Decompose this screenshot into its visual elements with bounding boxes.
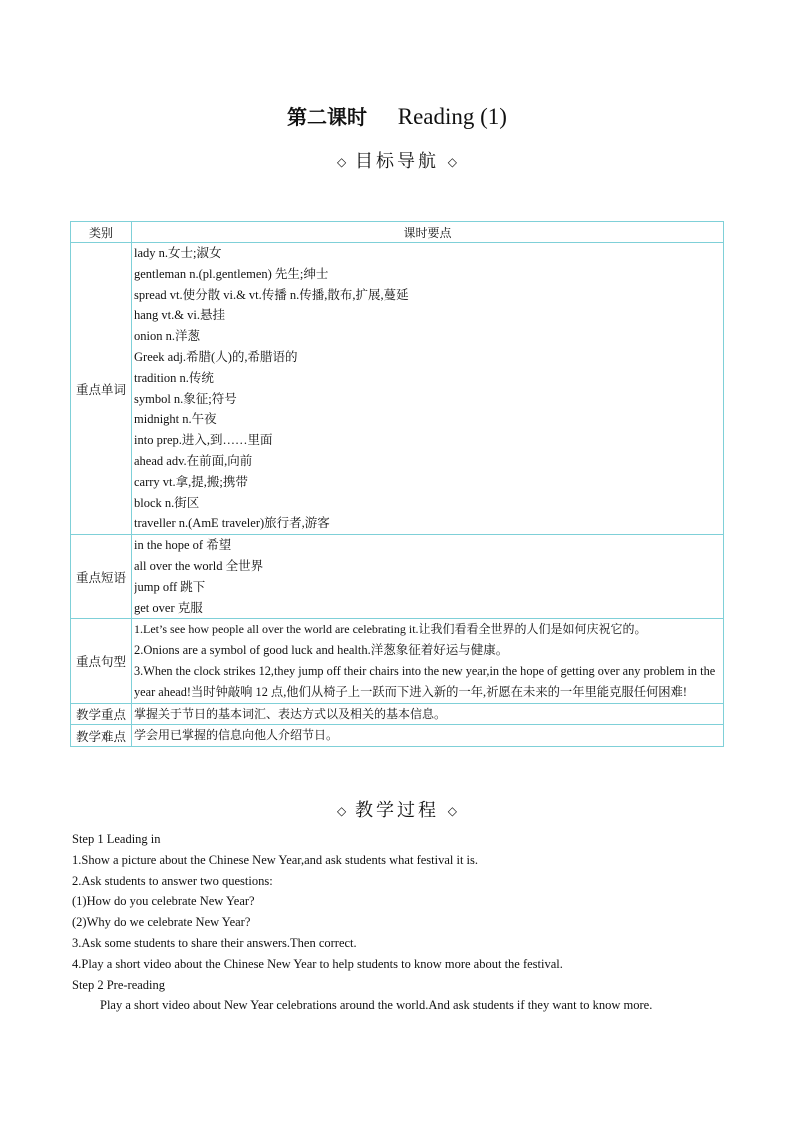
phrases-cell (132, 535, 724, 619)
sentence-line: 1.Let’s see how people all over the world are celebrating it.让我们看看全世界的人们是如何庆祝它的。 (134, 622, 647, 637)
process-heading (0, 796, 794, 822)
word-line: tradition n.传统 (134, 370, 214, 385)
step-heading: Step 1 Leading in (72, 832, 161, 846)
diamond-right-icon: ◇ (447, 804, 457, 818)
sentence-line: 2.Onions are a symbol of good luck and health.洋葱象征着好运与健康。 (134, 643, 509, 658)
word-line: lady n.女士;淑女 (134, 246, 222, 260)
word-line: block n.街区 (134, 495, 200, 510)
header-category: 类别 (71, 222, 132, 243)
category-sentences: 重点句型 (71, 619, 132, 703)
diamond-left-icon: ◇ (337, 155, 347, 169)
word-line: midnight n.午夜 (134, 412, 217, 427)
phrase-line: jump off 跳下 (134, 579, 206, 594)
category-phrases: 重点短语 (71, 535, 132, 619)
process-line: 2.Ask students to answer two questions: (72, 873, 273, 888)
word-line: gentleman n.(pl.gentlemen) 先生;绅士 (134, 266, 329, 281)
table-row-sentences (71, 619, 724, 703)
phrase-line: get over 克服 (134, 600, 203, 615)
phrase-line: all over the world 全世界 (134, 558, 264, 573)
word-line: into prep.进入,到……里面 (134, 433, 273, 448)
process-line: (2)Why do we celebrate New Year? (72, 915, 251, 930)
goals-heading (0, 147, 794, 173)
word-line: hang vt.& vi.悬挂 (134, 308, 225, 323)
process-line: 4.Play a short video about the Chinese New Year to help students to know more about the festival. (72, 956, 563, 971)
table-row-phrases (71, 535, 724, 619)
focus-cell (132, 703, 724, 725)
lesson-points-table (70, 221, 724, 747)
word-line: ahead adv.在前面,向前 (134, 453, 253, 468)
lesson-number: 第二课时 (287, 105, 368, 129)
sentences-cell (132, 619, 724, 703)
table-row-difficulty (71, 725, 724, 747)
word-line: carry vt.拿,提,搬;携带 (134, 474, 248, 489)
goals-heading-text: 目标导航 (355, 151, 439, 172)
word-line: onion n.洋葱 (134, 329, 200, 344)
phrase-line: in the hope of 希望 (134, 538, 232, 553)
page-title (0, 102, 794, 132)
teaching-process (72, 829, 732, 1016)
process-paragraph: Play a short video about New Year celebrations around the world.And ask students if they want to know more. (100, 998, 653, 1013)
process-heading-text: 教学过程 (355, 800, 439, 821)
table-row-focus (71, 703, 724, 725)
process-line: (1)How do you celebrate New Year? (72, 894, 255, 909)
category-words: 重点单词 (71, 243, 132, 535)
category-focus: 教学重点 (71, 703, 132, 725)
diamond-left-icon: ◇ (337, 804, 347, 818)
step-heading: Step 2 Pre-reading (72, 977, 166, 992)
table-header-row (71, 222, 724, 243)
word-line: Greek adj.希腊(人)的,希腊语的 (134, 349, 298, 364)
lesson-name: Reading (1) (397, 104, 507, 129)
word-line: spread vt.使分散 vi.& vt.传播 n.传播,散布,扩展,蔓延 (134, 287, 409, 302)
header-content: 课时要点 (132, 222, 724, 243)
table-row-words (71, 243, 724, 535)
process-line: 1.Show a picture about the Chinese New Year,and ask students what festival it is. (72, 852, 479, 867)
difficulty-cell (132, 725, 724, 747)
words-cell (132, 243, 724, 535)
process-line: 3.Ask some students to share their answers.Then correct. (72, 935, 357, 950)
word-line: symbol n.象征;符号 (134, 391, 237, 406)
difficulty-text: 学会用已掌握的信息向他人介绍节日。 (134, 728, 339, 743)
focus-text: 掌握关于节日的基本词汇、表达方式以及相关的基本信息。 (134, 706, 447, 721)
sentence-line: 3.When the clock strikes 12,they jump off their chairs into the new year,in the hope of getting over any problem in the year ahead!当时钟敲响 12 点,他们从椅子上一跃而下进入新的一年,祈愿在未来的一年里能克服任何困难! (134, 663, 716, 699)
word-line: traveller n.(AmE traveler)旅行者,游客 (134, 516, 330, 531)
diamond-right-icon: ◇ (447, 155, 457, 169)
category-difficulty: 教学难点 (71, 725, 132, 747)
